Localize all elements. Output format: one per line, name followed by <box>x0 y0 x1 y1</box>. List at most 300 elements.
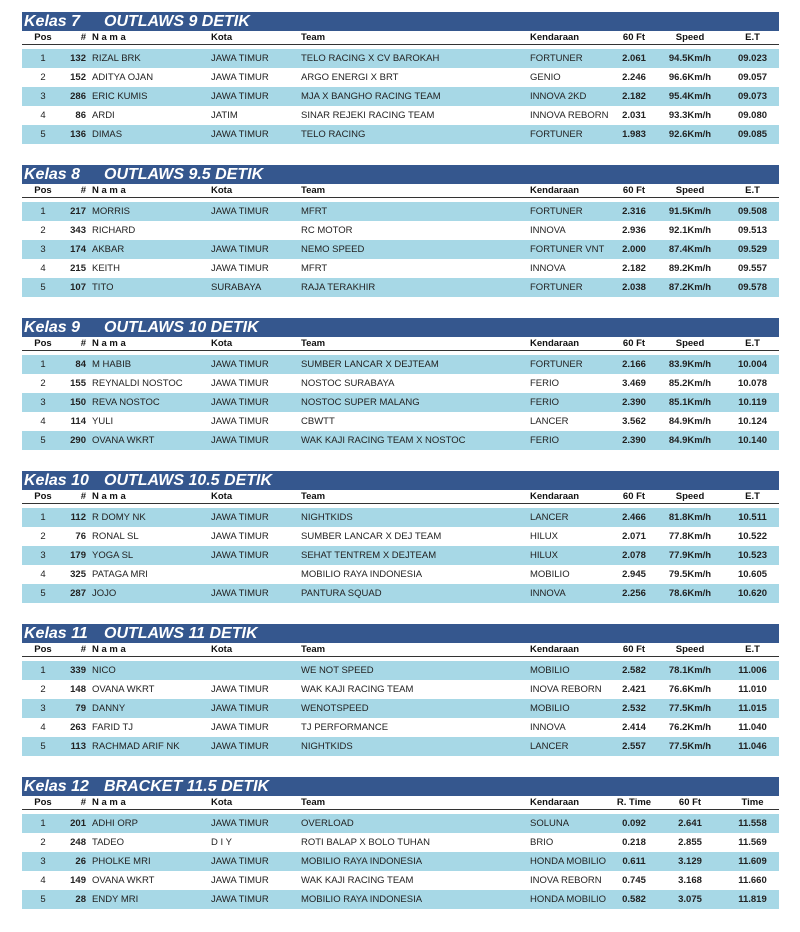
cell-a: 0.218 <box>622 837 646 848</box>
column-header-c: Time <box>741 797 764 808</box>
cell-b: 2.641 <box>678 818 702 829</box>
cell-name: ENDY MRI <box>92 894 139 905</box>
table-row <box>22 68 779 87</box>
cell-kend: INOVA REBORN <box>530 875 602 886</box>
cell-kota: JAWA TIMUR <box>211 588 269 599</box>
cell-pos: 4 <box>40 722 46 733</box>
column-header-team: Team <box>301 32 326 43</box>
table-row <box>22 125 779 144</box>
cell-num: 339 <box>70 665 86 676</box>
cell-b: 3.168 <box>678 875 702 886</box>
table-row <box>22 890 779 909</box>
cell-a: 2.390 <box>622 397 646 408</box>
cell-team: TELO RACING X CV BAROKAH <box>301 53 440 64</box>
cell-c: 10.620 <box>737 588 768 599</box>
cell-pos: 3 <box>40 397 46 408</box>
cell-num: 112 <box>70 512 86 523</box>
cell-team: CBWTT <box>301 416 335 427</box>
section <box>22 165 779 297</box>
class-label: Kelas 7 <box>24 13 81 30</box>
column-header-name: N a m a <box>92 491 126 502</box>
column-header-kota: Kota <box>211 491 233 502</box>
cell-b: 84.9Km/h <box>668 435 712 446</box>
cell-pos: 4 <box>40 569 46 580</box>
cell-c: 09.080 <box>737 110 768 121</box>
cell-kota: JAWA TIMUR <box>211 703 269 714</box>
cell-kota: JAWA TIMUR <box>211 378 269 389</box>
column-header-name: N a m a <box>92 797 126 808</box>
cell-kota: JAWA TIMUR <box>211 512 269 523</box>
column-header-b: Speed <box>675 338 705 349</box>
column-header-c: E.T <box>745 32 760 43</box>
table-row <box>22 699 779 718</box>
cell-a: 1.983 <box>622 129 646 140</box>
cell-team: NEMO SPEED <box>301 244 365 255</box>
cell-kota: JAWA TIMUR <box>211 206 269 217</box>
cell-b: 87.2Km/h <box>668 282 712 293</box>
cell-a: 2.182 <box>622 91 646 102</box>
section <box>22 318 779 450</box>
cell-team: WENOTSPEED <box>301 703 369 714</box>
cell-a: 0.611 <box>622 856 646 867</box>
column-header-pos: Pos <box>34 185 52 196</box>
cell-num: 217 <box>70 206 86 217</box>
cell-c: 09.023 <box>737 53 768 64</box>
cell-kend: LANCER <box>530 512 569 523</box>
table-row <box>22 374 779 393</box>
column-header-kend: Kendaraan <box>530 338 580 349</box>
column-header-row <box>22 796 779 810</box>
cell-kend: HILUX <box>530 531 558 542</box>
cell-c: 09.073 <box>737 91 768 102</box>
cell-kend: FORTUNER <box>530 282 583 293</box>
cell-team: SUMBER LANCAR X DEJTEAM <box>301 359 439 370</box>
column-header-kota: Kota <box>211 32 233 43</box>
cell-team: NIGHTKIDS <box>301 512 353 523</box>
cell-b: 95.4Km/h <box>668 91 712 102</box>
column-header-row <box>22 31 779 45</box>
cell-a: 2.256 <box>622 588 646 599</box>
cell-num: 248 <box>70 837 86 848</box>
column-header-kota: Kota <box>211 644 233 655</box>
cell-pos: 1 <box>40 359 46 370</box>
cell-a: 2.166 <box>622 359 646 370</box>
column-header-c: E.T <box>745 185 760 196</box>
cell-a: 2.945 <box>622 569 646 580</box>
cell-c: 09.057 <box>737 72 768 83</box>
cell-kota: JAWA TIMUR <box>211 244 269 255</box>
cell-team: SUMBER LANCAR X DEJ TEAM <box>301 531 442 542</box>
cell-pos: 4 <box>40 416 46 427</box>
cell-b: 96.6Km/h <box>668 72 712 83</box>
cell-c: 11.040 <box>738 722 767 733</box>
cell-kend: INNOVA 2KD <box>530 91 587 102</box>
cell-team: WAK KAJI RACING TEAM <box>301 684 414 695</box>
section <box>22 12 779 144</box>
table-row <box>22 718 779 737</box>
cell-b: 2.855 <box>678 837 702 848</box>
cell-kend: FORTUNER <box>530 359 583 370</box>
cell-a: 2.031 <box>622 110 646 121</box>
table-row <box>22 355 779 374</box>
table-row <box>22 680 779 699</box>
cell-b: 77.8Km/h <box>668 531 712 542</box>
cell-kend: INOVA REBORN <box>530 684 602 695</box>
column-header-kend: Kendaraan <box>530 491 580 502</box>
cell-team: RAJA TERAKHIR <box>301 282 376 293</box>
column-header-c: E.T <box>745 644 760 655</box>
cell-name: ERIC KUMIS <box>92 91 148 102</box>
table-row <box>22 546 779 565</box>
column-header-kend: Kendaraan <box>530 185 580 196</box>
cell-kota: JAWA TIMUR <box>211 722 269 733</box>
table-row <box>22 508 779 527</box>
cell-num: 149 <box>70 875 86 886</box>
cell-num: 263 <box>70 722 86 733</box>
cell-kota: JAWA TIMUR <box>211 91 269 102</box>
column-header-a: 60 Ft <box>622 491 646 502</box>
column-header-team: Team <box>301 797 326 808</box>
cell-a: 2.071 <box>622 531 646 542</box>
cell-pos: 4 <box>40 263 46 274</box>
cell-kota: JAWA TIMUR <box>211 550 269 561</box>
table-row <box>22 202 779 221</box>
table-row <box>22 431 779 450</box>
class-label: Kelas 12 <box>24 778 89 795</box>
cell-name: RONAL SL <box>92 531 139 542</box>
cell-kota: JAWA TIMUR <box>211 856 269 867</box>
cell-b: 3.129 <box>678 856 702 867</box>
cell-num: 114 <box>70 416 86 427</box>
cell-name: FARID TJ <box>92 722 133 733</box>
cell-num: 343 <box>70 225 86 236</box>
table-row <box>22 393 779 412</box>
cell-pos: 3 <box>40 856 46 867</box>
cell-c: 11.046 <box>738 741 767 752</box>
cell-kota: JAWA TIMUR <box>211 72 269 83</box>
cell-b: 77.9Km/h <box>668 550 712 561</box>
column-header-num: # <box>80 32 86 43</box>
class-title: OUTLAWS 10.5 DETIK <box>104 472 273 489</box>
column-header-pos: Pos <box>34 32 52 43</box>
column-header-row <box>22 643 779 657</box>
cell-num: 287 <box>70 588 86 599</box>
cell-name: OVANA WKRT <box>92 435 155 446</box>
cell-name: TADEO <box>92 837 125 848</box>
cell-c: 10.078 <box>737 378 768 389</box>
cell-num: 136 <box>70 129 86 140</box>
cell-kota <box>211 661 301 680</box>
cell-b: 92.1Km/h <box>668 225 712 236</box>
cell-c: 09.508 <box>737 206 768 217</box>
cell-num: 84 <box>75 359 86 370</box>
table-row <box>22 661 779 680</box>
cell-kota: JAWA TIMUR <box>211 435 269 446</box>
table-row <box>22 49 779 68</box>
cell-kend: FERIO <box>530 435 560 446</box>
section-title-bar <box>22 777 779 796</box>
cell-pos: 1 <box>40 665 46 676</box>
cell-kota: JAWA TIMUR <box>211 875 269 886</box>
cell-c: 11.015 <box>738 703 767 714</box>
cell-c: 11.609 <box>738 856 767 867</box>
cell-kend: INNOVA <box>530 263 566 274</box>
cell-b: 78.1Km/h <box>668 665 712 676</box>
class-title: OUTLAWS 9 DETIK <box>104 13 250 30</box>
cell-kota <box>211 221 301 240</box>
cell-kend: INNOVA REBORN <box>530 110 609 121</box>
cell-kend: LANCER <box>530 416 569 427</box>
cell-a: 0.092 <box>622 818 646 829</box>
cell-c: 10.140 <box>737 435 768 446</box>
cell-num: 148 <box>70 684 86 695</box>
cell-b: 94.5Km/h <box>668 53 712 64</box>
cell-kend: MOBILIO <box>530 569 570 580</box>
table-row <box>22 278 779 297</box>
cell-num: 155 <box>70 378 86 389</box>
column-header-b: Speed <box>675 491 705 502</box>
section-title-bar <box>22 624 779 643</box>
cell-name: RICHARD <box>92 225 136 236</box>
cell-c: 10.511 <box>738 512 767 523</box>
table-row <box>22 221 779 240</box>
cell-c: 10.523 <box>737 550 768 561</box>
cell-name: DANNY <box>92 703 126 714</box>
cell-c: 10.119 <box>738 397 767 408</box>
cell-c: 11.006 <box>738 665 767 676</box>
cell-pos: 5 <box>40 282 46 293</box>
table-row <box>22 565 779 584</box>
section <box>22 624 779 756</box>
cell-kend: HONDA MOBILIO <box>530 894 607 905</box>
column-header-a: 60 Ft <box>622 32 646 43</box>
cell-b: 89.2Km/h <box>668 263 712 274</box>
cell-name: R DOMY NK <box>92 512 146 523</box>
cell-a: 0.745 <box>622 875 646 886</box>
cell-pos: 5 <box>40 588 46 599</box>
column-header-name: N a m a <box>92 32 126 43</box>
table-row <box>22 527 779 546</box>
table-row <box>22 412 779 431</box>
cell-kota: JAWA TIMUR <box>211 129 269 140</box>
table-row <box>22 240 779 259</box>
cell-num: 286 <box>70 91 86 102</box>
column-header-kota: Kota <box>211 338 233 349</box>
section-title-bar <box>22 318 779 337</box>
column-header-a: 60 Ft <box>622 644 646 655</box>
cell-a: 2.000 <box>622 244 646 255</box>
column-header-a: R. Time <box>616 797 652 808</box>
cell-pos: 5 <box>40 435 46 446</box>
cell-b: 87.4Km/h <box>668 244 712 255</box>
table-row <box>22 259 779 278</box>
class-title: OUTLAWS 11 DETIK <box>104 625 258 642</box>
cell-b: 3.075 <box>678 894 702 905</box>
cell-c: 11.660 <box>738 875 767 886</box>
cell-pos: 4 <box>40 875 46 886</box>
cell-c: 11.569 <box>738 837 767 848</box>
column-header-c: E.T <box>745 338 760 349</box>
column-header-team: Team <box>301 185 326 196</box>
cell-name: OVANA WKRT <box>92 875 155 886</box>
cell-b: 77.5Km/h <box>668 741 712 752</box>
section-title-bar <box>22 165 779 184</box>
cell-c: 11.558 <box>738 818 767 829</box>
cell-kota: JAWA TIMUR <box>211 53 269 64</box>
cell-team: MOBILIO RAYA INDONESIA <box>301 569 423 580</box>
cell-kota: JAWA TIMUR <box>211 894 269 905</box>
cell-name: REYNALDI NOSTOC <box>92 378 183 389</box>
cell-pos: 1 <box>40 512 46 523</box>
cell-b: 79.5Km/h <box>668 569 712 580</box>
column-header-c: E.T <box>745 491 760 502</box>
cell-pos: 2 <box>40 837 46 848</box>
cell-b: 92.6Km/h <box>668 129 712 140</box>
cell-num: 132 <box>70 53 86 64</box>
cell-num: 152 <box>70 72 86 83</box>
column-header-pos: Pos <box>34 491 52 502</box>
cell-kend: SOLUNA <box>530 818 570 829</box>
cell-a: 2.557 <box>622 741 646 752</box>
cell-b: 76.6Km/h <box>668 684 712 695</box>
cell-pos: 3 <box>40 91 46 102</box>
cell-a: 3.469 <box>622 378 646 389</box>
cell-num: 150 <box>70 397 86 408</box>
cell-kend: GENIO <box>530 72 561 83</box>
cell-a: 2.466 <box>622 512 646 523</box>
table-row <box>22 584 779 603</box>
cell-a: 2.421 <box>622 684 646 695</box>
column-header-b: Speed <box>675 32 705 43</box>
cell-name: NICO <box>92 665 116 676</box>
cell-num: 26 <box>75 856 86 867</box>
cell-name: ARDI <box>92 110 115 121</box>
cell-team: SEHAT TENTREM X DEJTEAM <box>301 550 437 561</box>
cell-team: MOBILIO RAYA INDONESIA <box>301 856 423 867</box>
cell-kota: JAWA TIMUR <box>211 818 269 829</box>
column-header-num: # <box>80 491 86 502</box>
cell-b: 81.8Km/h <box>668 512 712 523</box>
section <box>22 471 779 603</box>
column-header-row <box>22 337 779 351</box>
cell-kota: JAWA TIMUR <box>211 416 269 427</box>
column-header-b: 60 Ft <box>678 797 702 808</box>
cell-a: 2.414 <box>622 722 646 733</box>
column-header-num: # <box>80 797 86 808</box>
cell-a: 2.182 <box>622 263 646 274</box>
cell-kend: LANCER <box>530 741 569 752</box>
cell-team: ARGO ENERGI X BRT <box>301 72 399 83</box>
cell-c: 10.124 <box>737 416 768 427</box>
table-row <box>22 852 779 871</box>
cell-pos: 4 <box>40 110 46 121</box>
cell-b: 76.2Km/h <box>668 722 712 733</box>
cell-name: YOGA SL <box>92 550 134 561</box>
cell-name: DIMAS <box>92 129 123 140</box>
column-header-row <box>22 490 779 504</box>
cell-team: MFRT <box>301 206 328 217</box>
cell-team: WAK KAJI RACING TEAM X NOSTOC <box>301 435 466 446</box>
cell-num: 179 <box>70 550 86 561</box>
column-header-kend: Kendaraan <box>530 32 580 43</box>
table-row <box>22 814 779 833</box>
cell-name: RIZAL BRK <box>92 53 141 64</box>
column-header-name: N a m a <box>92 338 126 349</box>
column-header-pos: Pos <box>34 338 52 349</box>
section-title-bar <box>22 471 779 490</box>
cell-name: ADITYA OJAN <box>92 72 154 83</box>
cell-num: 113 <box>70 741 86 752</box>
cell-pos: 2 <box>40 378 46 389</box>
cell-a: 3.562 <box>622 416 646 427</box>
cell-team: NOSTOC SUPER MALANG <box>301 397 420 408</box>
cell-name: REVA NOSTOC <box>92 397 160 408</box>
column-header-num: # <box>80 338 86 349</box>
cell-a: 2.532 <box>622 703 646 714</box>
cell-name: PHOLKE MRI <box>92 856 151 867</box>
cell-name: MORRIS <box>92 206 130 217</box>
column-header-kend: Kendaraan <box>530 797 580 808</box>
class-label: Kelas 8 <box>24 166 81 183</box>
column-header-kend: Kendaraan <box>530 644 580 655</box>
cell-pos: 2 <box>40 684 46 695</box>
column-header-name: N a m a <box>92 185 126 196</box>
cell-name: PATAGA MRI <box>92 569 148 580</box>
column-header-pos: Pos <box>34 797 52 808</box>
cell-team: WAK KAJI RACING TEAM <box>301 875 414 886</box>
cell-name: M HABIB <box>92 359 132 370</box>
column-header-row <box>22 184 779 198</box>
cell-pos: 5 <box>40 894 46 905</box>
cell-team: TELO RACING <box>301 129 366 140</box>
cell-pos: 2 <box>40 531 46 542</box>
cell-team: SINAR REJEKI RACING TEAM <box>301 110 435 121</box>
cell-num: 174 <box>70 244 86 255</box>
cell-num: 86 <box>75 110 86 121</box>
cell-team: RC MOTOR <box>301 225 353 236</box>
column-header-team: Team <box>301 491 326 502</box>
class-title: BRACKET 11.5 DETIK <box>104 778 270 795</box>
cell-team: MFRT <box>301 263 328 274</box>
cell-a: 2.061 <box>622 53 646 64</box>
cell-pos: 1 <box>40 818 46 829</box>
cell-team: NIGHTKIDS <box>301 741 353 752</box>
cell-c: 11.010 <box>738 684 767 695</box>
cell-b: 85.1Km/h <box>668 397 712 408</box>
cell-b: 93.3Km/h <box>668 110 712 121</box>
cell-a: 2.936 <box>622 225 646 236</box>
cell-kend: FORTUNER <box>530 206 583 217</box>
column-header-pos: Pos <box>34 644 52 655</box>
cell-team: NOSTOC SURABAYA <box>301 378 395 389</box>
cell-kota: JAWA TIMUR <box>211 684 269 695</box>
cell-num: 201 <box>70 818 86 829</box>
cell-a: 2.390 <box>622 435 646 446</box>
cell-num: 76 <box>75 531 86 542</box>
column-header-b: Speed <box>675 185 705 196</box>
cell-name: ADHI ORP <box>92 818 138 829</box>
cell-num: 215 <box>70 263 86 274</box>
class-title: OUTLAWS 10 DETIK <box>104 319 259 336</box>
cell-a: 0.582 <box>622 894 646 905</box>
column-header-a: 60 Ft <box>622 185 646 196</box>
cell-kota: JAWA TIMUR <box>211 359 269 370</box>
cell-a: 2.246 <box>622 72 646 83</box>
cell-c: 09.557 <box>737 263 768 274</box>
column-header-name: N a m a <box>92 644 126 655</box>
cell-kend: INNOVA <box>530 225 566 236</box>
cell-kota: SURABAYA <box>211 282 262 293</box>
